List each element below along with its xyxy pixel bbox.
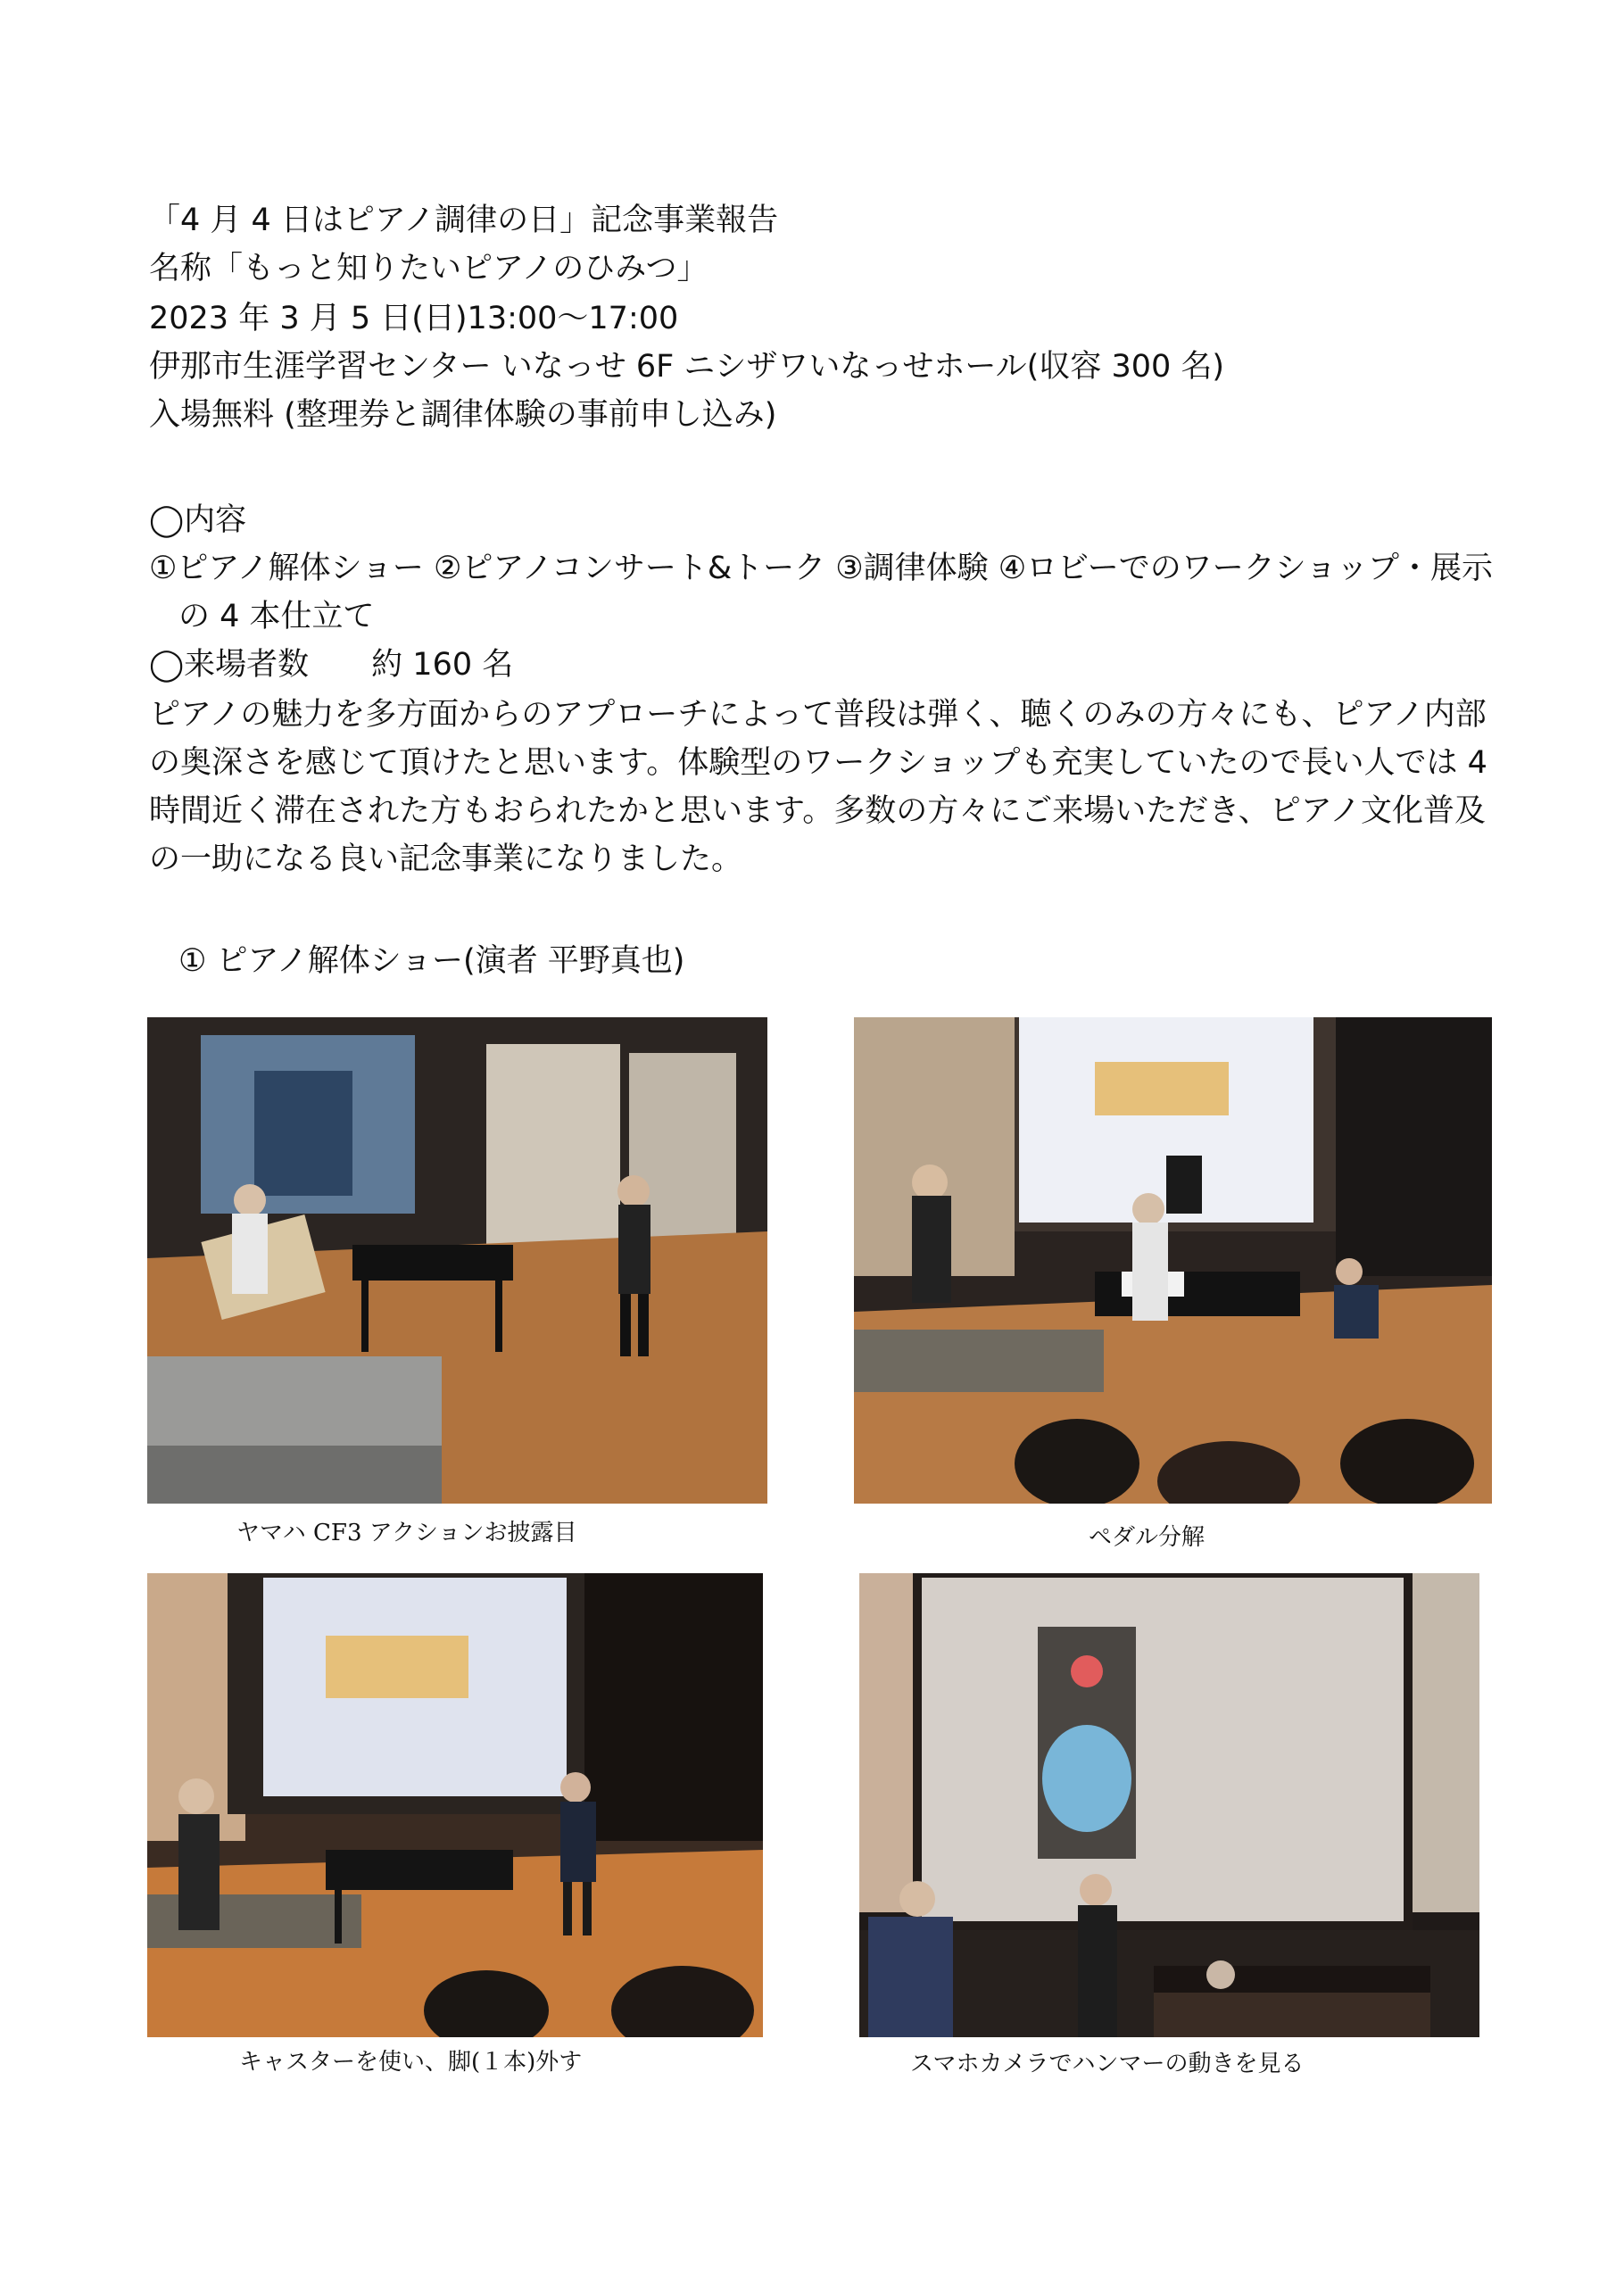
report-title: 「4 月 4 日はピアノ調律の日」記念事業報告 [149,203,779,238]
contents-heading: ◯内容 [149,502,247,538]
photo-caption: スマホカメラでハンマーの動きを見る [910,2051,1305,2077]
photo-leg-removal [147,1573,763,2037]
event-datetime: 2023 年 3 月 5 日(日)13:00～17:00 [149,301,679,336]
summary-paragraph: ピアノの魅力を多方面からのアプローチによって普段は弾く、聴くのみの方々にも、ピアノ内部の奥深さを感じて頂けたと思います。体験型のワークショップも充実していたので長い人では 4 時間近く滞在された方もおられたかと思います。多数の方々にご来場いただき、ピアノ文化普及の一助になる良い記念事業になりました。 [149,697,1487,877]
event-name: 名称「もっと知りたいピアノのひみつ」 [149,251,708,286]
photo-caption: キャスターを使い、脚(１本)外す [239,2049,583,2076]
contents-line1: ①ピアノ解体ショー ②ピアノコンサート&トーク ③調律体験 ④ロビーでのワークショップ・展示 [149,551,1494,586]
photo-phone-camera-hammers [859,1573,1479,2037]
event-venue: 伊那市生涯学習センター いなっせ 6F ニシザワいなっせホール(収容 300 名) [149,349,1225,385]
photo-pedal-disassembly [854,1017,1492,1504]
photo-caption: ヤマハ CF3 アクションお披露目 [236,1520,577,1546]
photo-action-reveal [147,1017,767,1504]
photo-caption: ペダル分解 [1089,1524,1206,1551]
event-admission: 入場無料 (整理券と調律体験の事前申し込み) [149,397,777,433]
visitor-count: ◯来場者数 約 160 名 [149,647,514,683]
contents-line2: の 4 本仕立て [178,599,375,634]
section1-heading: ① ピアノ解体ショー(演者 平野真也) [178,943,685,979]
